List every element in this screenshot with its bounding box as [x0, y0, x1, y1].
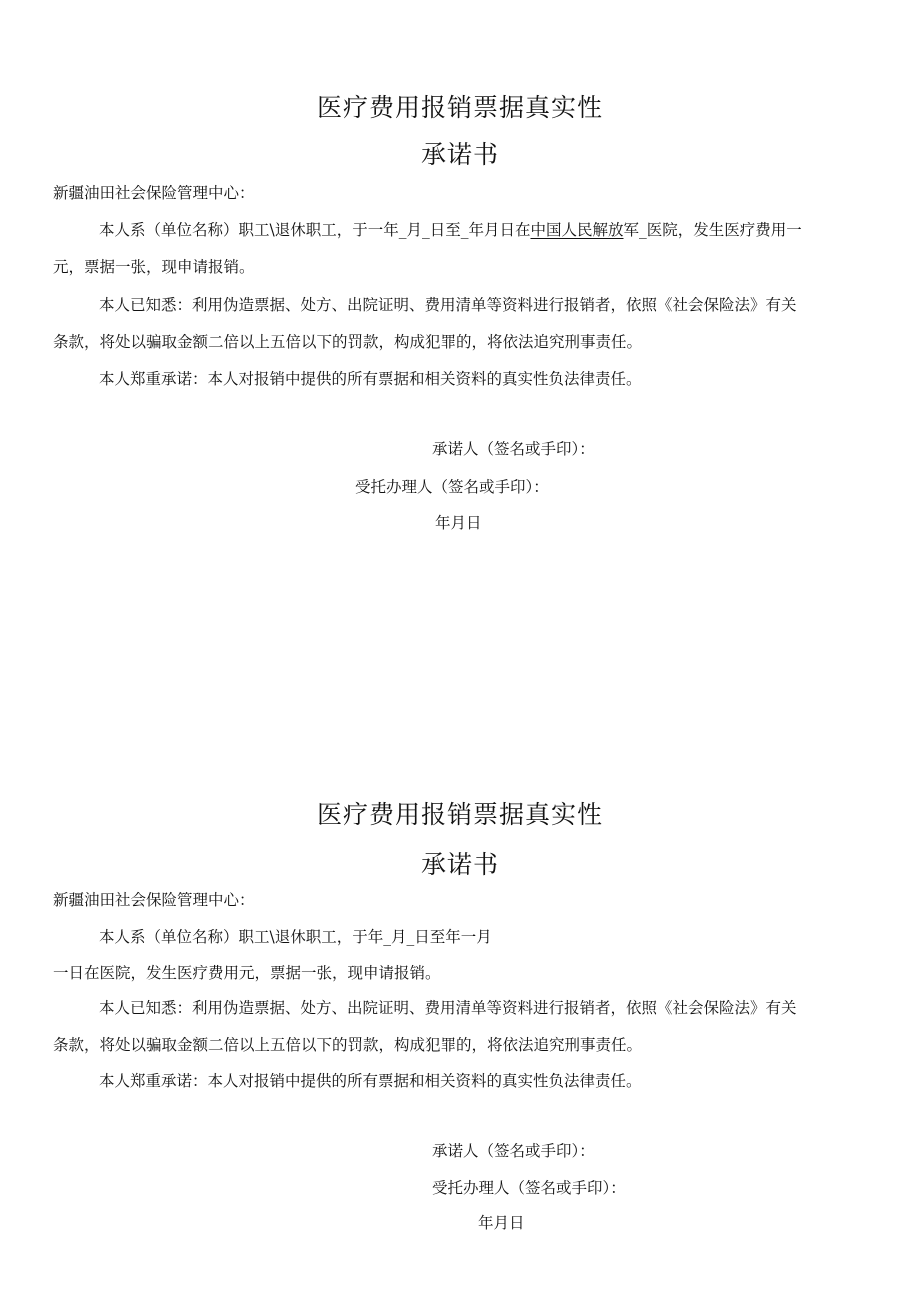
doc1-p1-text-a: 本人系（单位名称）职工\退休职工，于一年_月_日至_年月日在 [99, 221, 531, 239]
doc1-paragraph2-line1: 本人已知悉：利用伪造票据、处方、出院证明、费用清单等资料进行报销者，依照《社会保险法》有关 [99, 296, 797, 314]
doc1-date-label: 年月日 [435, 514, 482, 532]
doc1-title-line2: 承诺书 [420, 140, 499, 169]
doc2-paragraph2-line2: 条款，将处以骗取金额二倍以上五倍以下的罚款，构成犯罪的，将依法追究刑事责任。 [53, 1036, 643, 1054]
doc1-paragraph3: 本人郑重承诺：本人对报销中提供的所有票据和相关资料的真实性负法律责任。 [99, 370, 642, 388]
doc1-p1-underlined-text: 中国人民解放 [530, 221, 624, 239]
doc1-paragraph2-line2: 条款，将处以骗取金额二倍以上五倍以下的罚款，构成犯罪的，将依法追究刑事责任。 [53, 333, 643, 351]
doc1-paragraph1-line1 [99, 220, 869, 240]
doc2-salutation: 新疆油田社会保险管理中心： [53, 891, 255, 909]
doc2-promisor-signature-label: 承诺人（签名或手印）： [432, 1142, 595, 1160]
doc2-title-line1: 医疗费用报销票据真实性 [316, 800, 603, 829]
doc2-title-line2: 承诺书 [420, 850, 499, 879]
doc1-paragraph1-line2: 元，票据一张，现申请报销。 [53, 258, 255, 276]
doc2-date-label: 年月日 [478, 1214, 525, 1232]
doc1-promisor-signature-label: 承诺人（签名或手印）： [432, 440, 595, 458]
doc1-p1-text-b: 军_医院，发生医疗费用一 [623, 221, 802, 239]
doc1-agent-signature-label: 受托办理人（签名或手印）： [355, 478, 549, 496]
doc2-paragraph3: 本人郑重承诺：本人对报销中提供的所有票据和相关资料的真实性负法律责任。 [99, 1072, 642, 1090]
doc2-paragraph2-line1: 本人已知悉：利用伪造票据、处方、出院证明、费用清单等资料进行报销者，依照《社会保险法》有关 [99, 999, 797, 1017]
doc2-paragraph1-line1: 本人系（单位名称）职工\退休职工，于年_月_日至年一月 [99, 928, 492, 946]
doc2-paragraph1-line2: 一日在医院，发生医疗费用元，票据一张，现申请报销。 [53, 964, 441, 982]
doc2-agent-signature-label: 受托办理人（签名或手印）： [432, 1179, 626, 1197]
doc1-title-line1: 医疗费用报销票据真实性 [316, 93, 603, 122]
doc1-salutation: 新疆油田社会保险管理中心： [53, 184, 255, 202]
